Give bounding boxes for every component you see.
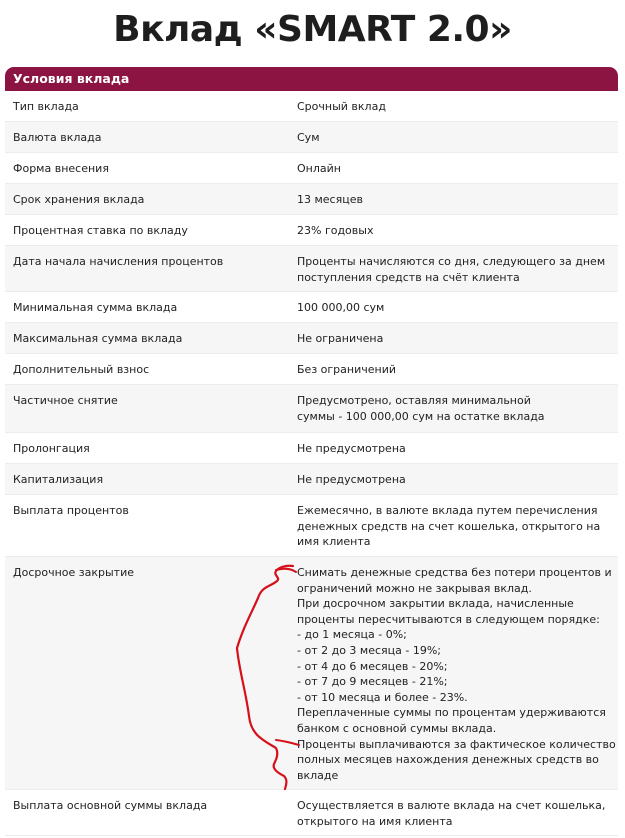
- row-label: Валюта вклада: [13, 131, 102, 144]
- row-value: [289, 354, 618, 384]
- row-value-line: Ежемесячно, в валюте вклада путем перечисления: [297, 504, 598, 517]
- row-value-line: денежных средств на счет кошелька, открытого на: [297, 519, 601, 533]
- row-value-line: - от 4 до 6 месяцев - 20%;: [297, 659, 448, 673]
- row-label: Срок хранения вклада: [13, 193, 145, 206]
- row-value-line: Снимать денежные средства без потери процентов и: [297, 566, 612, 579]
- row-value-line: - до 1 месяца - 0%;: [297, 628, 407, 642]
- row-value-line: - от 7 до 9 месяцев - 21%;: [297, 675, 448, 689]
- row-value-line: открытого на имя клиента: [297, 814, 453, 828]
- row-label: Максимальная сумма вклада: [13, 332, 183, 345]
- row-value: [289, 385, 618, 432]
- row-value-line: Онлайн: [297, 162, 341, 175]
- row-value-line: 100 000,00 сум: [297, 301, 385, 314]
- row-value: [289, 790, 618, 835]
- table-row: [5, 354, 618, 385]
- row-label: Выплата основной суммы вклада: [13, 799, 208, 812]
- table-row: [5, 323, 618, 354]
- row-value-line: - от 2 до 3 месяца - 19%;: [297, 643, 441, 657]
- row-label: Форма внесения: [13, 162, 109, 175]
- table-row: [5, 184, 618, 215]
- row-value: [289, 557, 625, 789]
- row-value: [289, 495, 618, 556]
- row-value-line: При досрочном закрытии вклада, начисленные: [297, 597, 574, 611]
- row-label: Выплата процентов: [13, 504, 129, 517]
- row-value: [289, 91, 618, 121]
- row-value: [289, 215, 618, 245]
- row-label: Процентная ставка по вкладу: [13, 224, 188, 237]
- table-row: [5, 557, 618, 790]
- row-value-line: суммы - 100 000,00 сум на остатке вклада: [297, 409, 545, 423]
- row-value-line: ограничений можно не закрывая вклад.: [297, 581, 532, 595]
- row-value-line: Срочный вклад: [297, 100, 386, 113]
- row-value-line: Сум: [297, 131, 320, 144]
- row-value-line: банком с основной суммы вклада.: [297, 721, 497, 735]
- row-label: Досрочное закрытие: [13, 566, 134, 579]
- row-value-line: Осуществляется в валюте вклада на счет кошелька,: [297, 799, 606, 812]
- row-label: Капитализация: [13, 473, 104, 486]
- row-value-line: Проценты начисляются со дня, следующего за днем: [297, 255, 606, 268]
- row-value-line: поступления средств на счёт клиента: [297, 270, 520, 284]
- row-value-line: проценты пересчитываются в следующем порядке:: [297, 612, 600, 626]
- row-label: Минимальная сумма вклада: [13, 301, 178, 314]
- page-title: Вклад «SMART 2.0»: [113, 9, 512, 50]
- table-row: [5, 153, 618, 184]
- row-value: [289, 323, 618, 353]
- table-row: [5, 122, 618, 153]
- row-value-line: Переплаченные суммы по процентам удерживаются: [297, 706, 606, 720]
- table-header: Условия вклада: [5, 67, 618, 91]
- table-row: [5, 215, 618, 246]
- row-value-line: вкладе: [297, 768, 339, 782]
- row-value: [289, 184, 618, 214]
- row-value-line: - от 10 месяца и более - 23%.: [297, 690, 468, 704]
- row-value: [289, 122, 618, 152]
- row-value-line: Не предусмотрена: [297, 442, 406, 455]
- table-row: [5, 385, 618, 433]
- row-value-line: 13 месяцев: [297, 193, 363, 206]
- table-row: [5, 292, 618, 323]
- row-label: Дата начала начисления процентов: [13, 255, 224, 268]
- row-value-line: полных месяцев нахождения денежных средств во: [297, 753, 599, 767]
- table-row: [5, 464, 618, 495]
- row-value: [289, 464, 618, 494]
- deposit-terms-table: [5, 91, 618, 836]
- row-label: Тип вклада: [13, 100, 79, 113]
- row-value-line: 23% годовых: [297, 224, 374, 237]
- row-value-line: Предусмотрено, оставляя минимальной: [297, 394, 531, 407]
- row-value-line: Не ограничена: [297, 332, 384, 345]
- table-row: [5, 495, 618, 557]
- row-value: [289, 433, 618, 463]
- row-label: Дополнительный взнос: [13, 363, 150, 376]
- row-value: [289, 292, 618, 322]
- row-value: [289, 153, 618, 183]
- row-label: Частичное снятие: [13, 394, 118, 407]
- table-row: [5, 790, 618, 836]
- row-value: [289, 246, 618, 291]
- row-value-line: Не предусмотрена: [297, 473, 406, 486]
- table-row: [5, 433, 618, 464]
- table-row: [5, 91, 618, 122]
- row-label: Пролонгация: [13, 442, 90, 455]
- row-value-line: имя клиента: [297, 535, 371, 549]
- row-value-line: Без ограничений: [297, 363, 396, 376]
- table-row: [5, 246, 618, 292]
- row-value-line: Проценты выплачиваются за фактическое количество: [297, 737, 616, 751]
